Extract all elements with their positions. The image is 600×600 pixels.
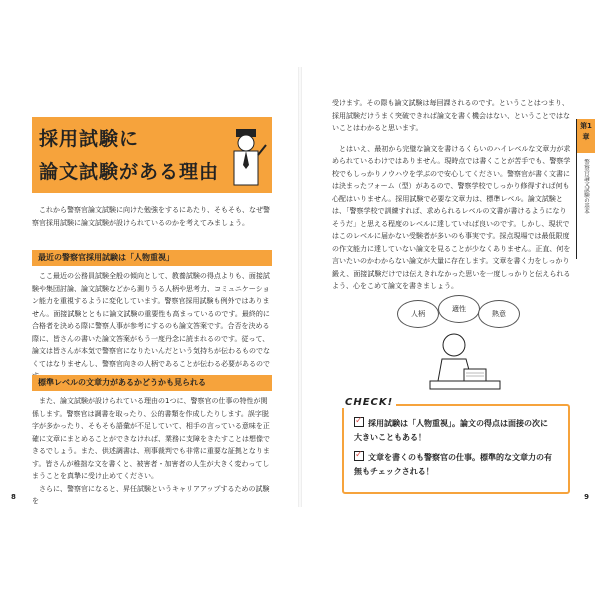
section2-heading: 標準レベルの文章力があるかどうかも見られる xyxy=(32,375,272,391)
check-box xyxy=(342,397,570,494)
section1-heading: 最近の警察官採用試験は「人物重視」 xyxy=(32,250,272,266)
intro-text xyxy=(32,204,272,229)
chapter-tab-label: 第1章 xyxy=(577,119,595,153)
title-box xyxy=(32,117,272,193)
right-body xyxy=(332,97,572,293)
police-officer-illustration xyxy=(224,121,268,189)
closing-paragraph: さらに、警察官になると、昇任試験というキャリアアップするための試験を xyxy=(32,484,270,505)
title-line-2: 論文試験がある理由 xyxy=(39,161,220,183)
check-item-2 xyxy=(354,450,554,479)
page-number-right: 9 xyxy=(584,493,589,501)
page-number-left: 8 xyxy=(11,493,16,501)
chapter-tab xyxy=(576,119,595,259)
intro-paragraph: これから警察官論文試験に向けた勉強をするにあたり、そもそも、なぜ警察官採用試験に論文試験が設けられているのかを考えてみましょう。 xyxy=(32,206,270,227)
section1-body xyxy=(32,270,272,383)
section2-body xyxy=(32,395,272,508)
checkbox-icon xyxy=(354,417,364,427)
check-item-1 xyxy=(354,416,554,445)
check-label: CHECK! xyxy=(342,397,396,408)
right-paragraph-2: とはいえ、最初から完璧な論文を書けるくらいのハイレベルな文章力が求められているわけではありません。現時点では書くことが苦手でも、警察学校でもしっかりノウハウを学ぶので安心してください。警察官が書く文書には決まったフォーム（型）があるので、警察学校でしっかり修得すれば何も心配はいりません。採用試験で必要な文章力は、標準レベル。論文試験とは、「警察学校で訓練すれば、求められるレベルの文書が書けるようになりそうだ」と思える程度のレベルに達していれば良いのです。しかし、現状ではこのレベルに届かない受験者が多いのも事実です。採点現場では最低限度の作文能力に達していない論文を見ることが少なくありません。正直、何を言いたいのかわからない論文が大量に存在します。文章を書く力をしっかり鍛え、面接試験だけでは伝えきれなかった思いを一度しっかりと伝えられるよう、心をこめて論文を書きましょう。 xyxy=(332,144,571,290)
chapter-side-text: 警察官論文試験の基本 xyxy=(583,159,589,214)
bubble-aptitude: 適性 xyxy=(438,295,480,323)
checkbox-icon xyxy=(354,451,364,461)
left-page xyxy=(5,67,298,507)
check-item-1-text: 採用試験は「人物重視」。論文の得点は面接の次に大きいこともある！ xyxy=(354,419,548,442)
right-page xyxy=(302,67,595,507)
bubble-passion: 熱意 xyxy=(478,300,520,328)
right-paragraph-1: 受けます。その際も論文試験は毎回課されるのです。ということはつまり、採用試験だけうまく突破できれば論文を書く機会はない、ということではないことはわかると思います。 xyxy=(332,99,570,132)
title-line-1: 採用試験に xyxy=(39,128,140,150)
check-item-2-text: 文章を書くのも警察官の仕事。標準的な文章力の有無もチェックされる！ xyxy=(354,453,552,476)
section1-paragraph: ここ最近の公務員試験全般の傾向として、教養試験の得点よりも、面接試験や集団討論、論文試験などから測りうる人柄や思考力、コミュニケーション能力を重視するように変化しています。警察官採用試験も例外ではありません。面接試験とともに論文試験の重要性も高まっているのです。最終的に合格者を決める際に警察人事が参考にするのも論文答案です。合否を決める際に、皆さんの書いた論文答案がもう一度丹念に読まれるのです。従って、論文は皆さんが本気で警察官になりたいんだという気持ちが伝わるものでなくてはなりませんし、警察官向きの人柄であることが伝わる必要があるので xyxy=(32,272,270,368)
section2-paragraph: また、論文試験が設けられている理由の1つに、警察官の仕事の特性が関係します。警察官は調書を取ったり、公的書類を作成したりします。誤字脱字が多かったり、そもそも語彙が不足していて、相手の言っている意味を正確に文章にまとめることができなければ、業務に支障をきたすことは想像できるでしょう。また、供述調書は、刑事裁判でも非常に重要な証拠となります。皆さんが稚拙な文を書くと、被害者・加害者の人生が大きく変わってしまうことを真摯に受け止めてください。 xyxy=(32,397,270,480)
writing-person-illustration xyxy=(420,329,510,397)
bubble-personality: 人柄 xyxy=(397,300,439,328)
book-spread xyxy=(5,67,595,507)
